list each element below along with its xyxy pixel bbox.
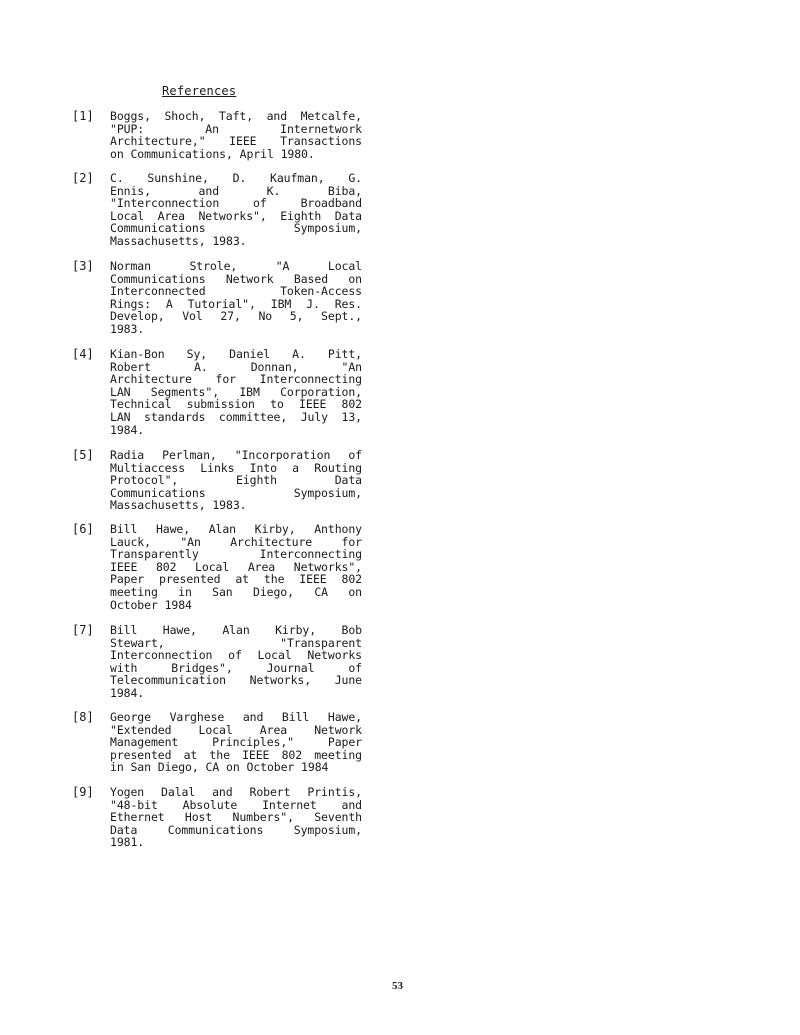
reference-line: "PUP: An Internetwork <box>110 121 362 136</box>
references-heading: References <box>162 84 237 98</box>
reference-line: Protocol", Eighth Data <box>110 473 362 488</box>
reference-line: on Communications, April 1980. <box>110 146 315 161</box>
reference-text <box>110 523 362 611</box>
reference-line: "Extended Local Area Network <box>110 722 362 737</box>
reference-text <box>110 711 362 774</box>
reference-line: Architecture for Interconnecting <box>110 372 362 387</box>
reference-line: Ethernet Host Numbers", Seventh <box>110 810 362 825</box>
reference-line: Data Communications Symposium, <box>110 822 362 837</box>
reference-line: 1981. <box>110 835 145 850</box>
page-number: 53 <box>392 980 403 992</box>
reference-number: [2] <box>72 171 94 185</box>
reference-text <box>110 172 362 248</box>
reference-line: IEEE 802 Local Area Networks", <box>110 559 362 574</box>
reference-line: Robert A. Donnan, "An <box>110 359 362 374</box>
reference-text <box>110 260 362 336</box>
reference-line: Develop, Vol 27, No 5, Sept., <box>110 309 362 324</box>
reference-line: Kian-Bon Sy, Daniel A. Pitt, <box>110 347 362 361</box>
reference-line: "48-bit Absolute Internet and <box>110 797 362 812</box>
reference-line: Communications Symposium, <box>110 221 362 236</box>
reference-text <box>110 348 362 436</box>
reference-line: Interconnection of Local Networks <box>110 648 362 663</box>
reference-line: George Varghese and Bill Hawe, <box>110 710 362 724</box>
reference-line: Architecture," IEEE Transactions <box>110 134 362 149</box>
reference-line: Telecommunication Networks, June <box>110 673 362 688</box>
reference-line: meeting in San Diego, CA on <box>110 584 362 599</box>
reference-line: Norman Strole, "A Local <box>110 259 362 273</box>
reference-text <box>110 110 362 160</box>
reference-text <box>110 786 362 849</box>
reference-number: [7] <box>72 623 94 637</box>
reference-number: [1] <box>72 109 94 123</box>
reference-line: Management Principles," Paper <box>110 735 362 750</box>
reference-line: Yogen Dalal and Robert Printis, <box>110 785 362 799</box>
reference-number: [6] <box>72 522 94 536</box>
reference-line: with Bridges", Journal of <box>110 660 362 675</box>
reference-line: presented at the IEEE 802 meeting <box>110 747 362 762</box>
reference-line: Paper presented at the IEEE 802 <box>110 572 362 587</box>
reference-line: Massachusetts, 1983. <box>110 498 247 513</box>
reference-line: Transparently Interconnecting <box>110 547 362 562</box>
reference-number: [8] <box>72 710 94 724</box>
reference-line: in San Diego, CA on October 1984 <box>110 760 329 775</box>
reference-line: 1983. <box>110 321 145 336</box>
reference-line: Rings: A Tutorial", IBM J. Res. <box>110 296 362 311</box>
reference-line: Technical submission to IEEE 802 <box>110 397 362 412</box>
reference-line: Multiaccess Links Into a Routing <box>110 460 362 475</box>
reference-number: [4] <box>72 347 94 361</box>
reference-number: [3] <box>72 259 94 273</box>
reference-line: Communications Symposium, <box>110 485 362 500</box>
reference-text <box>110 624 362 700</box>
reference-line: Communications Network Based on <box>110 271 362 286</box>
reference-text <box>110 449 362 512</box>
reference-line: Local Area Networks", Eighth Data <box>110 208 362 223</box>
reference-line: LAN Segments", IBM Corporation, <box>110 384 362 399</box>
reference-line: Bill Hawe, Alan Kirby, Anthony <box>110 522 362 536</box>
reference-line: Boggs, Shoch, Taft, and Metcalfe, <box>110 109 362 123</box>
reference-line: Bill Hawe, Alan Kirby, Bob <box>110 623 362 637</box>
reference-number: [5] <box>72 448 94 462</box>
reference-line: "Interconnection of Broadband <box>110 196 362 211</box>
reference-line: LAN standards committee, July 13, <box>110 409 362 424</box>
reference-line: 1984. <box>110 422 145 437</box>
reference-line: Stewart, "Transparent <box>110 635 362 650</box>
reference-line: 1984. <box>110 685 145 700</box>
reference-line: Massachusetts, 1983. <box>110 233 247 248</box>
reference-line: Ennis, and K. Biba, <box>110 183 362 198</box>
reference-number: [9] <box>72 785 94 799</box>
reference-line: Interconnected Token-Access <box>110 284 362 299</box>
reference-line: Lauck, "An Architecture for <box>110 534 362 549</box>
reference-line: C. Sunshine, D. Kaufman, G. <box>110 171 362 185</box>
reference-line: October 1984 <box>110 597 192 612</box>
reference-line: Radia Perlman, "Incorporation of <box>110 448 362 462</box>
